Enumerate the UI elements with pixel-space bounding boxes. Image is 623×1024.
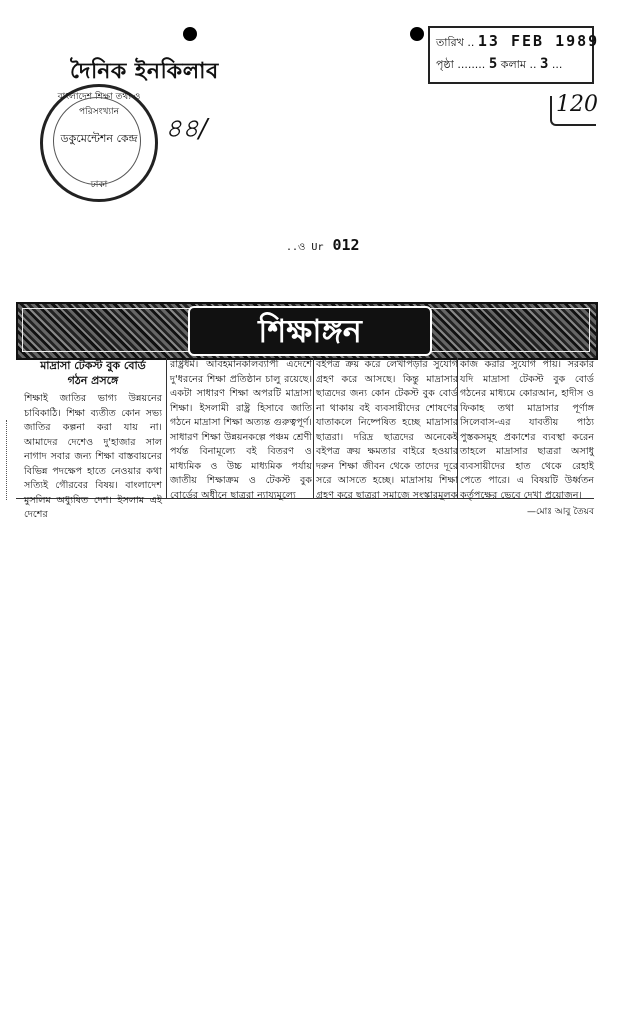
reference-prefix: ..ও Ur [286,242,324,253]
article-heading [24,358,162,388]
date-stamp-box [428,26,600,84]
date-value: 13 FEB 1989 [477,32,600,50]
article-text-col1: শিক্ষাই জাতির ভাগ্য উন্নয়নের চাবিকাঠি। শিক্ষা ব্যতীত কোন সভ্য জাতির কল্পনা করা যায় না। আমাদের দেশেও দু'হাজার সাল নাগাদ সবার জন্য শিক্ষা বাস্তবায়নের বিভিন্ন পদক্ষেপ হাতে নেওয়ার কথা সত্যিই গৌরবের বিষয়। বাংলাদেশ মুসলিম অধ্যুষিত দেশ। ইসলাম এই দেশের [24,393,162,520]
article-text-col2: রাষ্ট্রধর্ম। আবহমানকালব্যাপী এদেশে দু'ধরনের শিক্ষা প্রতিষ্ঠান চালু রয়েছে। একটা সাধারণ শিক্ষা অপরটি মাদ্রাসা শিক্ষা। ইসলামী রাষ্ট্র হিসাবে জাতি গঠনে মাদ্রাসা শিক্ষা অত্যন্ত গুরুত্বপূর্ণ। সাধারণ শিক্ষা উন্নয়নকল্পে পঞ্চম শ্রেণী পর্যন্ত বিনামূল্যে বই বিতরণ ও মাধ্যমিক ও উচ্চ মাধ্যমিক পর্যায় জাতীয় শিক্ষাক্রম ও টেকস্ট বুক বোর্ডের অধীনে ছাত্ররা ন্যায্যমূল্যে [170,359,312,501]
page-value: 5 [488,56,498,72]
stamp-ring-text: বাংলাদেশ শিক্ষা তথ্য ও পরিসংখ্যান [57,92,141,117]
column-divider [313,358,314,498]
article-byline: —মোঃ আবু তৈয়ব [527,507,594,517]
stamp-bottom-text: ঢাকা [90,180,108,190]
article-column-2 [170,358,312,503]
punch-hole-left [183,27,197,41]
page-column-row: পৃষ্ঠা ........ 5 কলাম .. 3 ... [436,56,563,72]
article-heading-line1: মাদ্রাসা টেকস্ট বুক বোর্ড [40,359,146,372]
punch-hole-right [410,27,424,41]
article-heading-line2: গঠন প্রসঙ্গে [67,374,119,387]
banner-title: শিক্ষাঙ্গন [188,306,432,356]
column-divider [166,358,167,498]
article-text-col3: বইপত্র ক্রয় করে লেখাপড়ার সুযোগ গ্রহণ করে আসছে। কিন্তু মাদ্রাসার ছাত্রদের জন্য কোন টেকস্ট বুক বোর্ড না থাকায় বই ব্যবসায়ীদের শোষণের যাতাকলে নিষ্পেষিত হচ্ছে মাদ্রাসার ছাত্ররা। দরিদ্র ছাত্রদের অনেকেই বইপত্র ক্রয় ক্ষমতার বাইরে হওয়ার দরুন শিক্ষা জীবন থেকে তাদের দূরে সরে আসতে হচ্ছে। মাদ্রাসায় শিক্ষা গ্রহণ করে ছাত্ররা সমাজে সংস্কারমূলক [316,359,458,501]
reference-number: 012 [332,236,360,254]
handwritten-note: ৪৪/ [165,114,208,144]
section-banner [16,302,598,360]
article-text-col4: কাজ করার সুযোগ পায়। সরকার যদি মাদ্রাসা টেকস্ট বুক বোর্ড গঠনের মাধ্যমে কোরআন, হাদীস ও ফিকাহ তথা মাদ্রাসার পূর্ণাঙ্গ সিলেবাস-এর যাবতীয় পাঠ্য পুস্তকসমূহ প্রকাশের ব্যবস্থা করেন তাহলে মাদ্রাসার ছাত্ররা অসাধু ব্যবসায়ীদের হাত থেকে রেহাই পেতে পারে। এ বিষয়টি উর্ধ্বতন কর্তৃপক্ষের ভেবে দেখা প্রয়োজন। [460,359,594,501]
date-row: তারিখ .. 13 FEB 1989 [436,32,600,50]
column-label: কলাম [500,58,526,71]
reference-code [286,236,360,257]
article-column-1 [24,358,162,523]
column-value: 3 [539,56,549,72]
handwritten-page-number: 120 [556,92,598,117]
newspaper-name: দৈনিক ইনকিলাব [70,59,219,84]
margin-mark [6,420,17,500]
date-label: তারিখ [436,36,464,49]
stamp-center-text: ডকুমেন্টেশন কেন্দ্র [60,132,138,145]
documentation-stamp [40,84,158,202]
page-label: পৃষ্ঠা [436,58,454,71]
article-column-4 [460,358,594,520]
article-column-3 [316,358,458,503]
